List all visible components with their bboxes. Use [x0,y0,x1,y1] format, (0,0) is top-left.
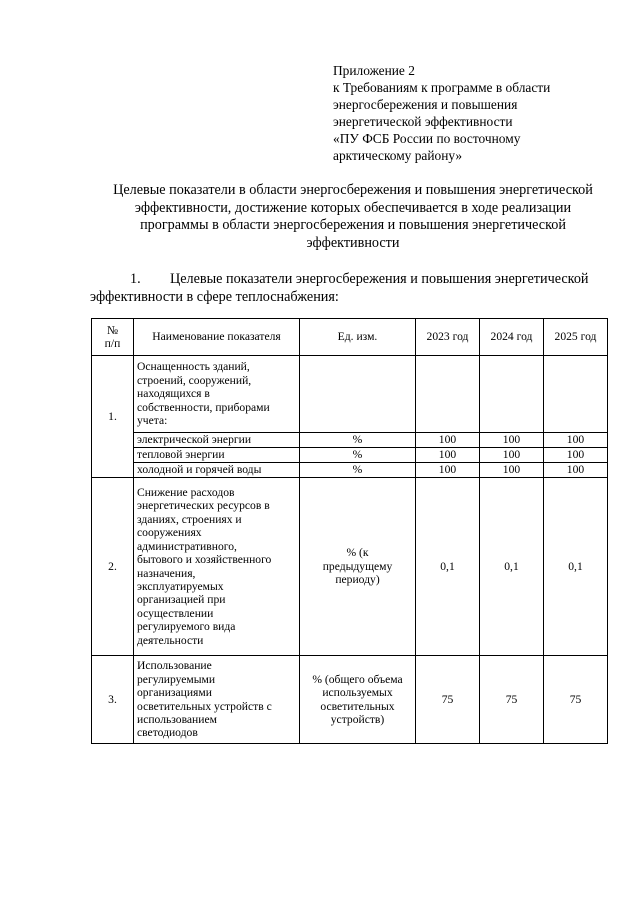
row-number: 2. [92,478,134,656]
header-name: Наименование показателя [134,319,300,356]
value-2025: 100 [544,433,608,448]
sub-indicator-name: холодной и горячей воды [134,463,300,478]
appendix-line: энергетической эффективности [333,114,513,130]
value-2023: 100 [416,433,480,448]
table-row [92,433,608,448]
title-line: эффективности [306,234,400,251]
unit-cell [300,356,416,433]
appendix-line: арктическому району» [333,148,463,164]
value-2023: 100 [416,463,480,478]
unit-cell: % [300,463,416,478]
sub-indicator-name: электрической энергии [134,433,300,448]
header-num: № п/п [92,319,134,356]
sub-indicator-name: тепловой энергии [134,448,300,463]
appendix-line: к Требованиям к программе в области [333,80,551,96]
value-2024: 100 [480,448,544,463]
header-2024: 2024 год [480,319,544,356]
value-cell [416,356,480,433]
unit-cell: % (общего объема используемых осветительных устройств) [300,656,416,744]
indicator-name: Оснащенность зданий, строений, сооружений, находящихся в собственности, приборами учета: [134,356,300,433]
value-2025: 75 [544,656,608,744]
unit-cell: % [300,448,416,463]
section-heading [90,270,620,306]
value-2025: 0,1 [544,478,608,656]
header-2023: 2023 год [416,319,480,356]
title-line: эффективности, достижение которых обеспечивается в ходе реализации [134,199,572,216]
title-line: Целевые показатели в области энергосбережения и повышения энергетической [113,182,593,198]
appendix-line: «ПУ ФСБ России по восточному [333,131,521,147]
row-number: 1. [92,356,134,478]
value-2024: 0,1 [480,478,544,656]
value-2023: 100 [416,448,480,463]
value-2025: 100 [544,448,608,463]
table-header-row [92,319,608,356]
value-2025: 100 [544,463,608,478]
value-2023: 0,1 [416,478,480,656]
indicator-name: Снижение расходов энергетических ресурсов в зданиях, строениях и сооружениях административного, бытового и хозяйственного назначения, эксплуатируемых организацией при осуществлении регулируемого вида деятельности [134,478,300,656]
indicators-table [91,318,608,744]
table-row [92,448,608,463]
table-row [92,478,608,656]
table-row [92,356,608,433]
value-2023: 75 [416,656,480,744]
title-line: программы в области энергосбережения и повышения энергетической [140,217,566,233]
section-number: 1. [130,271,141,287]
indicator-name: Использование регулируемыми организациями осветительных устройств с использованием светодиодов [134,656,300,744]
appendix-line: Приложение 2 [333,63,415,78]
value-cell [480,356,544,433]
value-2024: 100 [480,433,544,448]
value-cell [544,356,608,433]
appendix-header [333,62,633,165]
value-2024: 100 [480,463,544,478]
table-row [92,656,608,744]
document-title [88,182,618,252]
section-text-line2: эффективности в сфере теплоснабжения: [90,289,339,305]
header-2025: 2025 год [544,319,608,356]
value-2024: 75 [480,656,544,744]
header-unit: Ед. изм. [300,319,416,356]
section-text-line1: Целевые показатели энергосбережения и повышения энергетической [170,271,589,287]
row-number: 3. [92,656,134,744]
unit-cell: % (к предыдущему периоду) [300,478,416,656]
table-row [92,463,608,478]
appendix-line: энергосбережения и повышения [333,97,518,113]
unit-cell: % [300,433,416,448]
